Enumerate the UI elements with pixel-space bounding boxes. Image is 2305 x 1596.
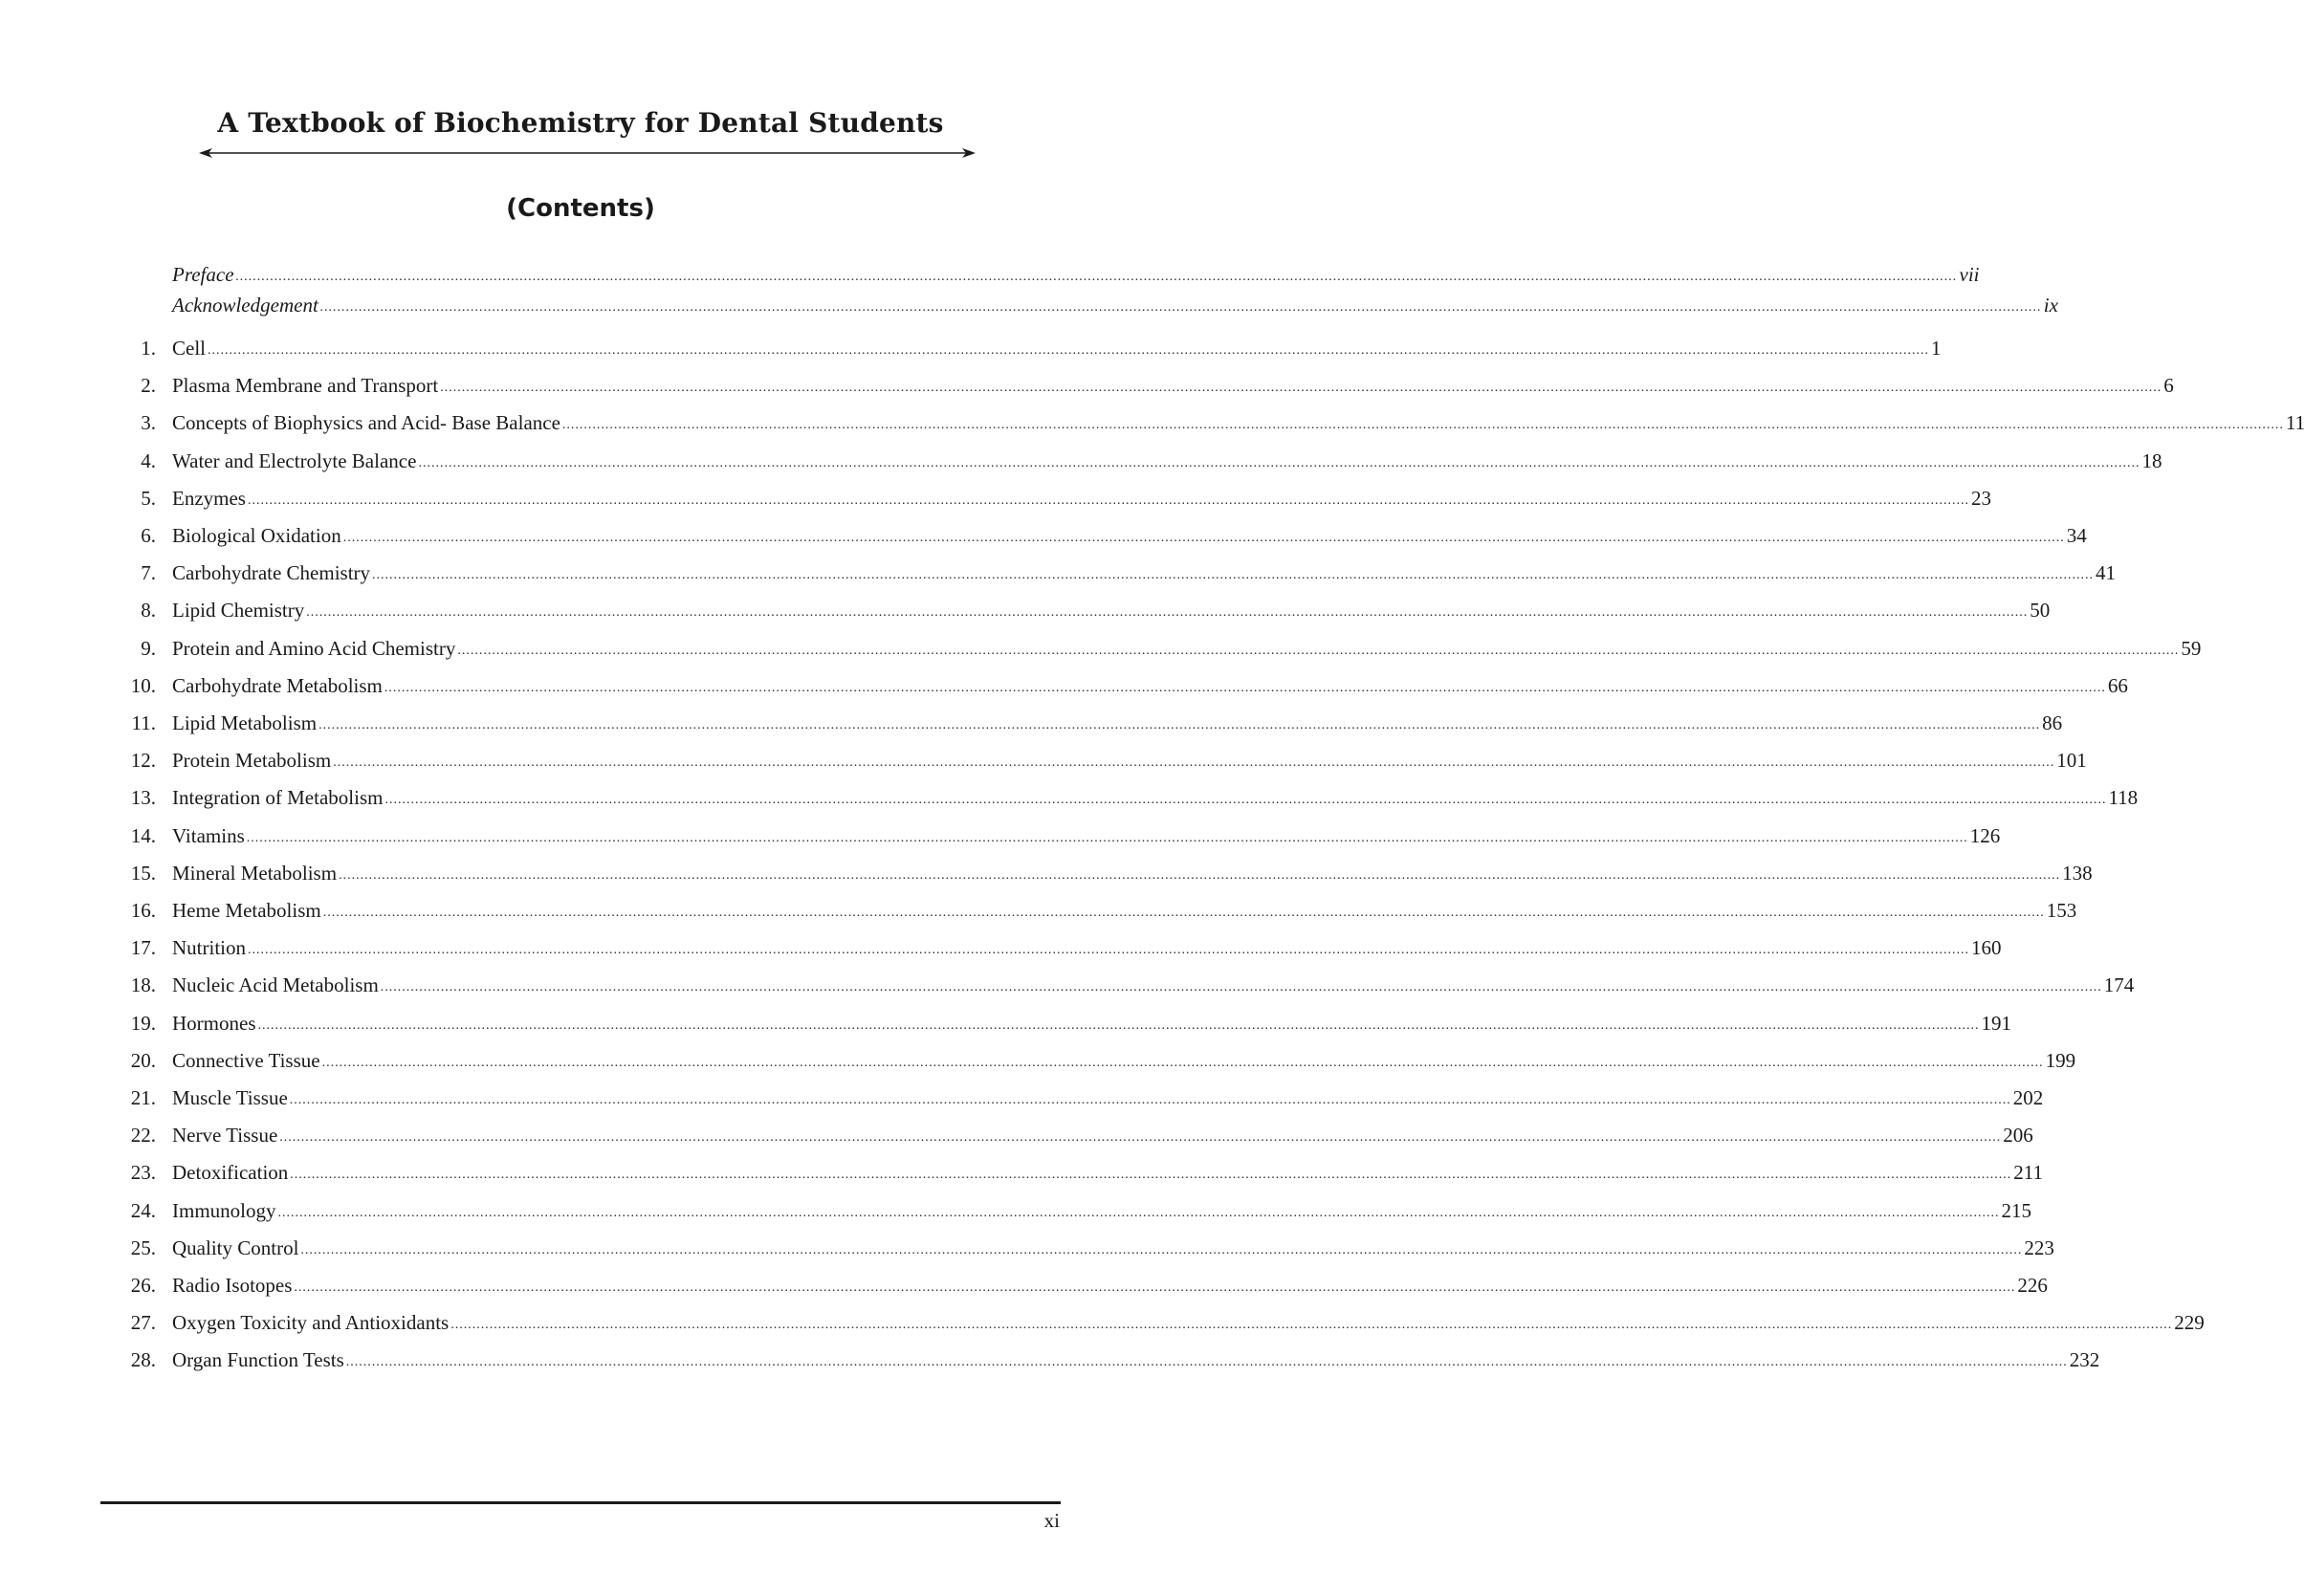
toc-entry-page: 59: [2181, 637, 2202, 660]
toc-dot-leader: ................................................................................................................................................................................................................................................................................................................................................................................................................: [279, 1130, 2002, 1145]
toc-chapter-entry: [105, 1267, 2048, 1298]
toc-entry-title: Cell: [172, 337, 206, 360]
page-number: xi: [1043, 1509, 1060, 1532]
toc-entry-number: 2.: [141, 374, 156, 397]
toc-chapter-entry: [105, 1342, 2100, 1372]
toc-chapter-entry: [105, 517, 2087, 548]
toc-entry-title: Detoxification: [172, 1161, 289, 1184]
toc-entry-page: 101: [2056, 749, 2087, 772]
toc-entry-number: 4.: [141, 449, 156, 472]
toc-entry-page: 199: [2045, 1049, 2076, 1072]
toc-entry-page: 6: [2163, 374, 2174, 397]
toc-chapter-entry: [105, 705, 2063, 735]
toc-chapter-entry: [105, 779, 2139, 810]
toc-chapter-entry: [105, 1192, 2031, 1223]
toc-chapter-entry: [105, 480, 1991, 511]
toc-entry-page: 206: [2003, 1124, 2033, 1147]
toc-entry-title: Muscle Tissue: [172, 1086, 288, 1109]
toc-entry-number: 9.: [141, 637, 156, 660]
toc-dot-leader: ................................................................................................................................................................................................................................................................................................................................................................................................................: [561, 418, 2284, 432]
toc-entry-title: Vitamins: [172, 824, 245, 847]
toc-dot-leader: ................................................................................................................................................................................................................................................................................................................................................................................................................: [247, 493, 1969, 508]
toc-entry-number: 25.: [130, 1236, 156, 1259]
toc-dot-leader: ................................................................................................................................................................................................................................................................................................................................................................................................................: [450, 1318, 2173, 1332]
toc-entry-page: 226: [2017, 1274, 2048, 1297]
toc-chapter-entry: [105, 1154, 2044, 1185]
toc-dot-leader: ................................................................................................................................................................................................................................................................................................................................................................................................................: [257, 1018, 1980, 1033]
toc-entry-title: Lipid Metabolism: [172, 711, 318, 734]
toc-entry-number: 12.: [130, 749, 156, 772]
toc-entry-page: vii: [1959, 263, 1980, 286]
toc-chapter-entry: [105, 367, 2174, 398]
toc-chapter-entry: [105, 330, 1942, 361]
toc-entry-page: 118: [2108, 786, 2139, 809]
toc-chapter-entry: [105, 1042, 2076, 1073]
toc-chapter-entry: [105, 404, 2305, 435]
toc-entry-number: 22.: [130, 1124, 156, 1147]
toc-entry-page: 153: [2046, 899, 2077, 922]
toc-entry-number: 5.: [141, 487, 156, 510]
toc-entry-title: Concepts of Biophysics and Acid- Base Balance: [172, 411, 560, 434]
toc-entry-page: 11: [2285, 411, 2305, 434]
toc-chapter-entry: [105, 1230, 2054, 1260]
toc-entry-page: 18: [2141, 449, 2162, 472]
toc-entry-page: 160: [1971, 936, 2002, 959]
toc-chapter-entry: [105, 1304, 2205, 1335]
toc-chapter-entry: [105, 443, 2162, 473]
toc-dot-leader: ................................................................................................................................................................................................................................................................................................................................................................................................................: [339, 868, 2061, 883]
toc-entry-title: Hormones: [172, 1012, 256, 1035]
toc-entry-title: Biological Oxidation: [172, 524, 341, 547]
toc-entry-title: Protein and Amino Acid Chemistry: [172, 637, 456, 660]
toc-entry-title: Lipid Chemistry: [172, 599, 305, 622]
toc-entry-page: ix: [2043, 294, 2058, 317]
toc-entry-number: 15.: [130, 862, 156, 885]
toc-entry-title: Nucleic Acid Metabolism: [172, 973, 379, 996]
toc-entry-title: Quality Control: [172, 1236, 299, 1259]
toc-entry-page: 191: [1981, 1012, 2011, 1035]
toc-entry-number: 10.: [130, 674, 156, 697]
toc-front-matter-entry: [105, 287, 2058, 317]
toc-dot-leader: ................................................................................................................................................................................................................................................................................................................................................................................................................: [322, 906, 2045, 920]
toc-dot-leader: ................................................................................................................................................................................................................................................................................................................................................................................................................: [333, 755, 2055, 770]
toc-entry-page: 34: [2066, 524, 2087, 547]
toc-entry-number: 7.: [141, 561, 156, 584]
toc-dot-leader: ................................................................................................................................................................................................................................................................................................................................................................................................................: [418, 456, 2140, 470]
footer-rule: [100, 1501, 1061, 1504]
toc-chapter-entry: [105, 818, 2001, 848]
toc-chapter-entry: [105, 929, 2002, 960]
toc-entry-title: Nerve Tissue: [172, 1124, 278, 1147]
toc-entry-title: Integration of Metabolism: [172, 786, 384, 809]
toc-entry-number: 16.: [130, 899, 156, 922]
toc-chapter-entry: [105, 630, 2202, 661]
page-title: A Textbook of Biochemistry for Dental Students: [217, 107, 944, 139]
toc-dot-leader: ................................................................................................................................................................................................................................................................................................................................................................................................................: [290, 1168, 2012, 1182]
toc-entry-page: 202: [2012, 1086, 2044, 1109]
toc-chapter-entry: [105, 967, 2135, 997]
toc-entry-page: 66: [2107, 674, 2128, 697]
toc-entry-number: 21.: [130, 1086, 156, 1109]
toc-entry-number: 18.: [130, 973, 156, 996]
toc-entry-page: 41: [2096, 561, 2117, 584]
toc-dot-leader: ................................................................................................................................................................................................................................................................................................................................................................................................................: [248, 943, 1969, 957]
toc-dot-leader: ................................................................................................................................................................................................................................................................................................................................................................................................................: [319, 300, 2042, 315]
toc-dot-leader: ................................................................................................................................................................................................................................................................................................................................................................................................................: [300, 1243, 2023, 1257]
toc-entry-number: 24.: [130, 1199, 156, 1222]
toc-chapter-entry: [105, 1080, 2044, 1110]
toc-entry-title: Acknowledgement: [172, 294, 318, 317]
toc-entry-page: 23: [1970, 487, 1991, 510]
toc-dot-leader: ................................................................................................................................................................................................................................................................................................................................................................................................................: [306, 605, 2029, 620]
toc-dot-leader: ................................................................................................................................................................................................................................................................................................................................................................................................................: [208, 343, 1929, 358]
toc-dot-leader: ................................................................................................................................................................................................................................................................................................................................................................................................................: [294, 1280, 2016, 1295]
toc-dot-leader: ................................................................................................................................................................................................................................................................................................................................................................................................................: [246, 831, 1968, 845]
toc-entry-page: 1: [1931, 337, 1942, 360]
toc-dot-leader: ................................................................................................................................................................................................................................................................................................................................................................................................................: [380, 980, 2102, 995]
toc-dot-leader: ................................................................................................................................................................................................................................................................................................................................................................................................................: [235, 270, 1958, 284]
toc-dot-leader: ................................................................................................................................................................................................................................................................................................................................................................................................................: [384, 793, 2107, 807]
toc-dot-leader: ................................................................................................................................................................................................................................................................................................................................................................................................................: [372, 568, 2095, 582]
toc-entry-number: 1.: [141, 337, 156, 360]
toc-entry-title: Carbohydrate Metabolism: [172, 674, 383, 697]
toc-entry-page: 232: [2069, 1348, 2100, 1371]
toc-dot-leader: ................................................................................................................................................................................................................................................................................................................................................................................................................: [342, 531, 2065, 545]
toc-entry-number: 20.: [130, 1049, 156, 1072]
toc-dot-leader: ................................................................................................................................................................................................................................................................................................................................................................................................................: [440, 381, 2162, 395]
toc-dot-leader: ................................................................................................................................................................................................................................................................................................................................................................................................................: [321, 1056, 2044, 1070]
toc-entry-number: 17.: [130, 936, 156, 959]
toc-chapter-entry: [105, 1117, 2033, 1148]
toc-entry-number: 3.: [141, 411, 156, 434]
toc-entry-page: 174: [2103, 973, 2135, 996]
toc-front-matter-entry: [105, 256, 1980, 287]
toc-dot-leader: ................................................................................................................................................................................................................................................................................................................................................................................................................: [289, 1093, 2011, 1107]
toc-chapter-entry: [105, 555, 2117, 585]
toc-entry-page: 215: [2001, 1199, 2031, 1222]
toc-entry-page: 50: [2030, 599, 2051, 622]
toc-entry-title: Preface: [172, 263, 234, 286]
toc-chapter-entry: [105, 892, 2077, 923]
toc-entry-number: 19.: [130, 1012, 156, 1035]
toc-entry-title: Enzymes: [172, 487, 246, 510]
toc-dot-leader: ................................................................................................................................................................................................................................................................................................................................................................................................................: [457, 644, 2180, 658]
toc-chapter-entry: [105, 1005, 2011, 1036]
toc-entry-number: 11.: [131, 711, 156, 734]
toc-dot-leader: ................................................................................................................................................................................................................................................................................................................................................................................................................: [384, 681, 2106, 695]
toc-entry-page: 229: [2174, 1311, 2205, 1334]
toc-chapter-entry: [105, 592, 2051, 623]
toc-entry-title: Plasma Membrane and Transport: [172, 374, 439, 397]
toc-entry-title: Radio Isotopes: [172, 1274, 293, 1297]
toc-entry-number: 26.: [130, 1274, 156, 1297]
toc-entry-number: 14.: [130, 824, 156, 847]
toc-entry-page: 126: [1969, 824, 2001, 847]
toc-entry-number: 28.: [130, 1348, 156, 1371]
toc-entry-title: Water and Electrolyte Balance: [172, 449, 417, 472]
contents-heading: (Contents): [506, 194, 655, 223]
toc-entry-page: 223: [2024, 1236, 2054, 1259]
toc-entry-number: 23.: [130, 1161, 156, 1184]
toc-entry-title: Oxygen Toxicity and Antioxidants: [172, 1311, 450, 1334]
toc-entry-number: 13.: [130, 786, 156, 809]
toc-chapter-entry: [105, 667, 2128, 698]
toc-entry-page: 211: [2013, 1161, 2044, 1184]
toc-entry-title: Connective Tissue: [172, 1049, 320, 1072]
toc-entry-title: Immunology: [172, 1199, 276, 1222]
toc-chapter-entry: [105, 742, 2087, 773]
toc-dot-leader: ................................................................................................................................................................................................................................................................................................................................................................................................................: [277, 1206, 2000, 1220]
toc-entry-title: Mineral Metabolism: [172, 862, 338, 885]
table-of-contents: [105, 0, 2305, 1492]
toc-entry-title: Protein Metabolism: [172, 749, 332, 772]
toc-entry-title: Carbohydrate Chemistry: [172, 561, 371, 584]
toc-chapter-entry: [105, 855, 2093, 885]
toc-entry-number: 6.: [141, 524, 156, 547]
toc-entry-title: Organ Function Tests: [172, 1348, 344, 1371]
toc-entry-title: Nutrition: [172, 936, 246, 959]
toc-entry-number: 8.: [141, 599, 156, 622]
toc-dot-leader: ................................................................................................................................................................................................................................................................................................................................................................................................................: [318, 718, 2041, 732]
toc-entry-page: 138: [2062, 862, 2093, 885]
toc-dot-leader: ................................................................................................................................................................................................................................................................................................................................................................................................................: [345, 1355, 2068, 1369]
toc-entry-number: 27.: [130, 1311, 156, 1334]
toc-entry-page: 86: [2042, 711, 2063, 734]
toc-entry-title: Heme Metabolism: [172, 899, 321, 922]
